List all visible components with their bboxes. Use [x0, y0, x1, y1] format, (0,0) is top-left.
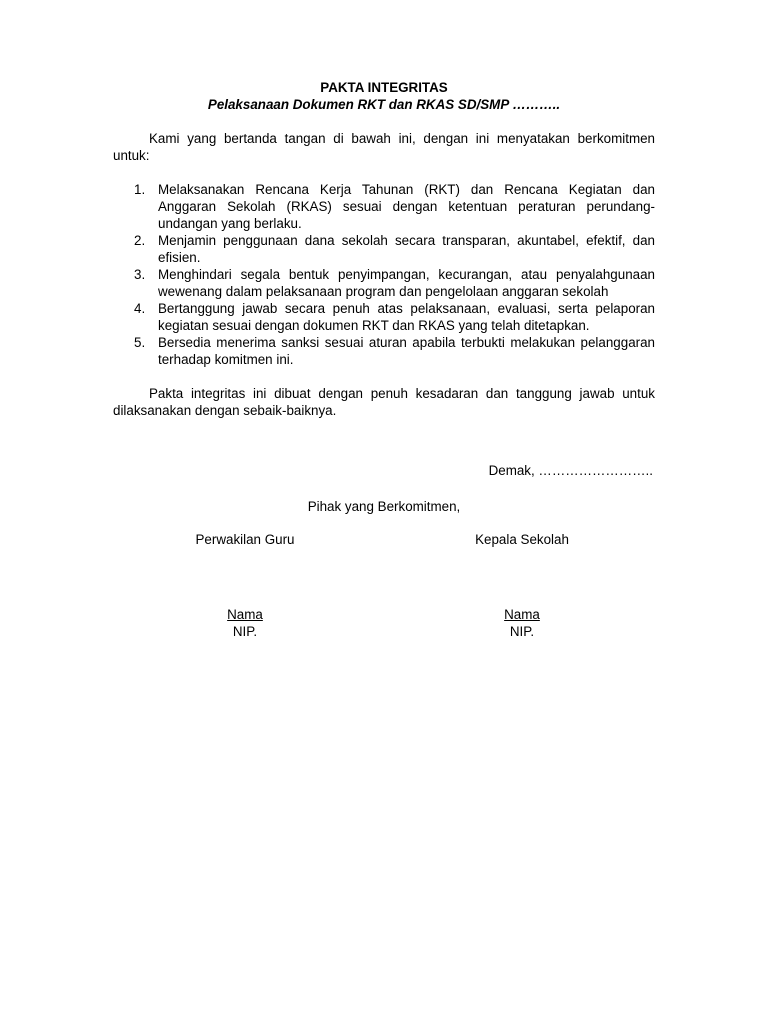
right-signatory-name-cell	[422, 606, 622, 623]
intro-paragraph: Kami yang bertanda tangan di bawah ini, dengan ini menyatakan berkomitmen untuk:	[113, 131, 655, 163]
list-item	[113, 300, 655, 334]
left-signatory-nip: NIP.	[232, 624, 258, 639]
signatory-names	[113, 606, 655, 623]
list-item-text: Menghindari segala bentuk penyimpangan, kecurangan, atau penyalahgunaan wewenang dalam pelaksanaan program dan pengelolaan anggaran sekolah	[158, 267, 655, 299]
party-label: Pihak yang Berkomitmen,	[307, 499, 461, 514]
right-signatory-nip: NIP.	[509, 624, 535, 639]
list-item-text: Bersedia menerima sanksi sesuai aturan apabila terbukti melakukan pelanggaran terhadap komitmen ini.	[158, 335, 655, 367]
right-signatory-name: Nama	[504, 607, 540, 622]
list-item-number: 5.	[134, 335, 146, 350]
signatory-nips	[113, 623, 655, 640]
list-item-number: 4.	[134, 301, 146, 316]
list-item	[113, 232, 655, 266]
document-page	[113, 79, 655, 640]
signatory-roles	[113, 531, 655, 548]
list-item-number: 3.	[134, 267, 146, 282]
closing-paragraph: Pakta integritas ini dibuat dengan penuh kesadaran dan tanggung jawab untuk dilaksanakan dengan sebaik-baiknya.	[113, 386, 655, 418]
list-item-text: Bertanggung jawab secara penuh atas pelaksanaan, evaluasi, serta pelaporan kegiatan sesuai dengan dokumen RKT dan RKAS yang telah ditetapkan.	[158, 301, 655, 333]
left-signatory-name-cell	[145, 606, 345, 623]
list-item	[113, 181, 655, 232]
right-signatory-role: Kepala Sekolah	[475, 532, 569, 547]
left-signatory-role: Perwakilan Guru	[195, 532, 295, 547]
commitment-list	[113, 181, 655, 368]
left-signatory-name: Nama	[227, 607, 263, 622]
list-item	[113, 266, 655, 300]
document-title: PAKTA INTEGRITAS	[320, 80, 448, 95]
list-item-number: 1.	[134, 182, 146, 197]
document-subtitle: Pelaksanaan Dokumen RKT dan RKAS SD/SMP ………..	[207, 97, 561, 112]
list-item-text: Menjamin penggunaan dana sekolah secara transparan, akuntabel, efektif, dan efisien.	[158, 233, 655, 265]
list-item	[113, 334, 655, 368]
list-item-number: 2.	[134, 233, 146, 248]
place-date: Demak, ……………………..	[488, 463, 653, 478]
list-item-text: Melaksanakan Rencana Kerja Tahunan (RKT) dan Rencana Kegiatan dan Anggaran Sekolah (RKAS) sesuai dengan ketentuan peraturan perundang-undangan yang berlaku.	[158, 182, 655, 231]
